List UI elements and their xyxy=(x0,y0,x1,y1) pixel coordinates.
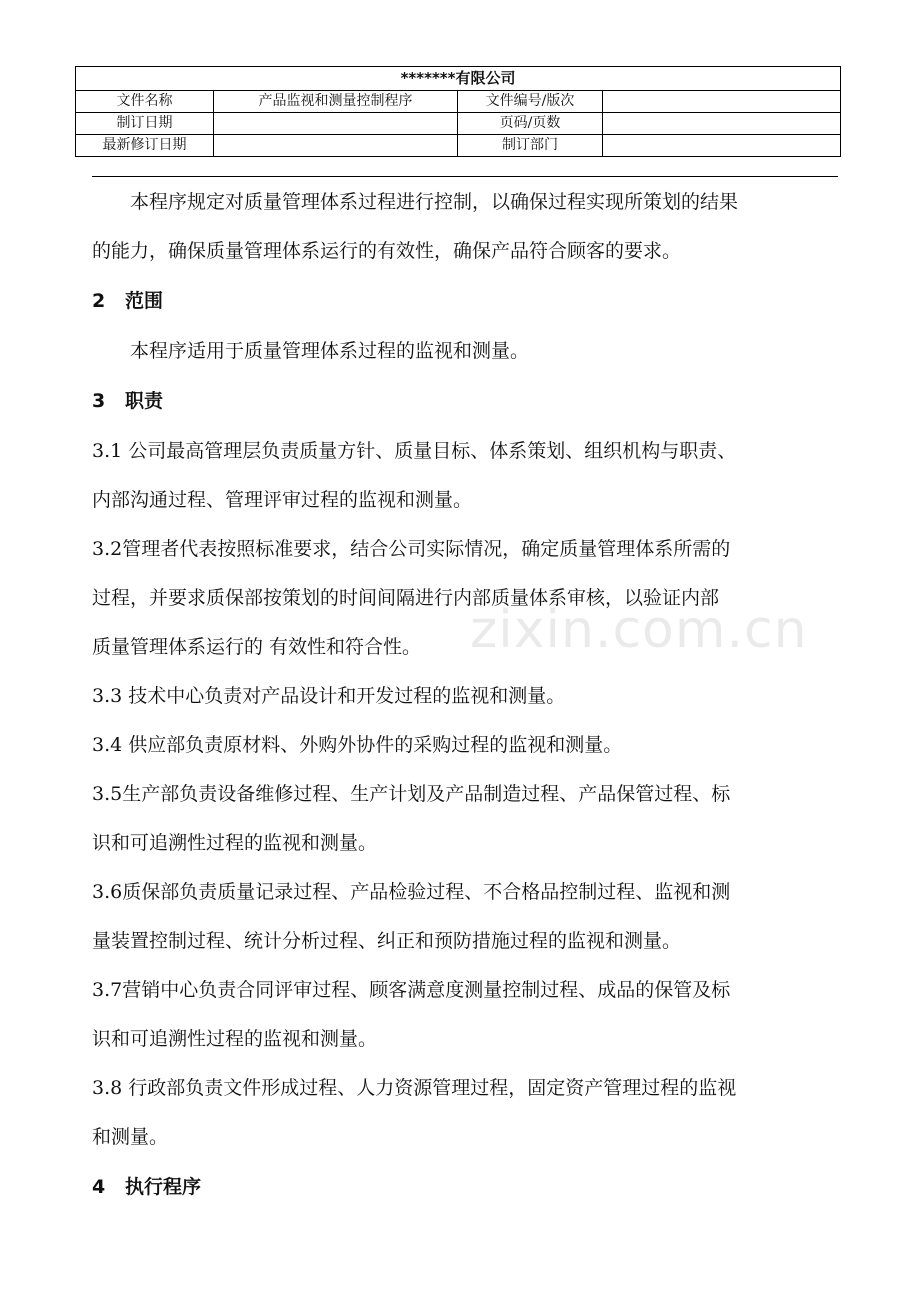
document-header-table xyxy=(75,66,841,157)
responsibility-line: 质量管理体系运行的 有效性和符合性。 xyxy=(92,636,422,658)
responsibility-line: 3.6质保部负责质量记录过程、产品检验过程、不合格品控制过程、监视和测 xyxy=(92,881,731,903)
scope-text: 本程序适用于质量管理体系过程的监视和测量。 xyxy=(130,340,530,362)
header-value-page xyxy=(603,113,841,135)
watermark: zixin.com.cn xyxy=(470,600,808,660)
header-label-date: 制订日期 xyxy=(76,113,214,135)
header-label-page: 页码/页数 xyxy=(458,113,603,135)
responsibility-line: 过程，并要求质保部按策划的时间间隔进行内部质量体系审核，以验证内部 xyxy=(92,587,720,609)
header-value-date xyxy=(214,113,458,135)
responsibility-line: 识和可追溯性过程的监视和测量。 xyxy=(92,832,378,854)
responsibility-line: 内部沟通过程、管理评审过程的监视和测量。 xyxy=(92,489,473,511)
responsibility-line: 3.3 技术中心负责对产品设计和开发过程的监视和测量。 xyxy=(92,685,566,707)
header-value-file-name: 产品监视和测量控制程序 xyxy=(214,91,458,113)
responsibility-line: 3.5生产部负责设备维修过程、生产计划及产品制造过程、产品保管过程、标 xyxy=(92,783,731,805)
responsibility-line: 3.8 行政部负责文件形成过程、人力资源管理过程，固定资产管理过程的监视 xyxy=(92,1077,737,1099)
section-heading-scope xyxy=(92,276,838,327)
section-number: 2 xyxy=(92,290,106,312)
section-title: 执行程序 xyxy=(125,1176,202,1198)
responsibility-line: 3.1 公司最高管理层负责质量方针、质量目标、体系策划、组织机构与职责、 xyxy=(92,440,737,462)
purpose-line: 本程序规定对质量管理体系过程进行控制，以确保过程实现所策划的结果 xyxy=(130,191,739,213)
section-title: 职责 xyxy=(125,390,164,412)
section-heading-procedure xyxy=(92,1162,838,1213)
header-divider xyxy=(92,176,838,177)
header-label-file-name: 文件名称 xyxy=(76,91,214,113)
header-label-department: 制订部门 xyxy=(458,135,603,157)
responsibility-line: 和测量。 xyxy=(92,1126,169,1148)
document-body xyxy=(92,178,838,1213)
header-value-department xyxy=(603,135,841,157)
section-heading-responsibilities xyxy=(92,376,838,427)
responsibility-line: 3.7营销中心负责合同评审过程、顾客满意度测量控制过程、成品的保管及标 xyxy=(92,979,731,1001)
section-number: 3 xyxy=(92,390,106,412)
header-label-revision-date: 最新修订日期 xyxy=(76,135,214,157)
responsibility-line: 3.4 供应部负责原材料、外购外协件的采购过程的监视和测量。 xyxy=(92,734,623,756)
section-number: 4 xyxy=(92,1176,106,1198)
purpose-line: 的能力，确保质量管理体系运行的有效性，确保产品符合顾客的要求。 xyxy=(92,240,682,262)
header-label-file-number: 文件编号/版次 xyxy=(458,91,603,113)
section-title: 范围 xyxy=(125,290,164,312)
header-row xyxy=(76,91,841,113)
header-row xyxy=(76,135,841,157)
responsibility-line: 量装置控制过程、统计分析过程、纠正和预防措施过程的监视和测量。 xyxy=(92,930,682,952)
header-value-file-number xyxy=(603,91,841,113)
header-row xyxy=(76,113,841,135)
responsibility-line: 3.2管理者代表按照标准要求，结合公司实际情况，确定质量管理体系所需的 xyxy=(92,538,731,560)
responsibility-line: 识和可追溯性过程的监视和测量。 xyxy=(92,1028,378,1050)
company-name: *******有限公司 xyxy=(76,67,841,91)
header-value-revision-date xyxy=(214,135,458,157)
